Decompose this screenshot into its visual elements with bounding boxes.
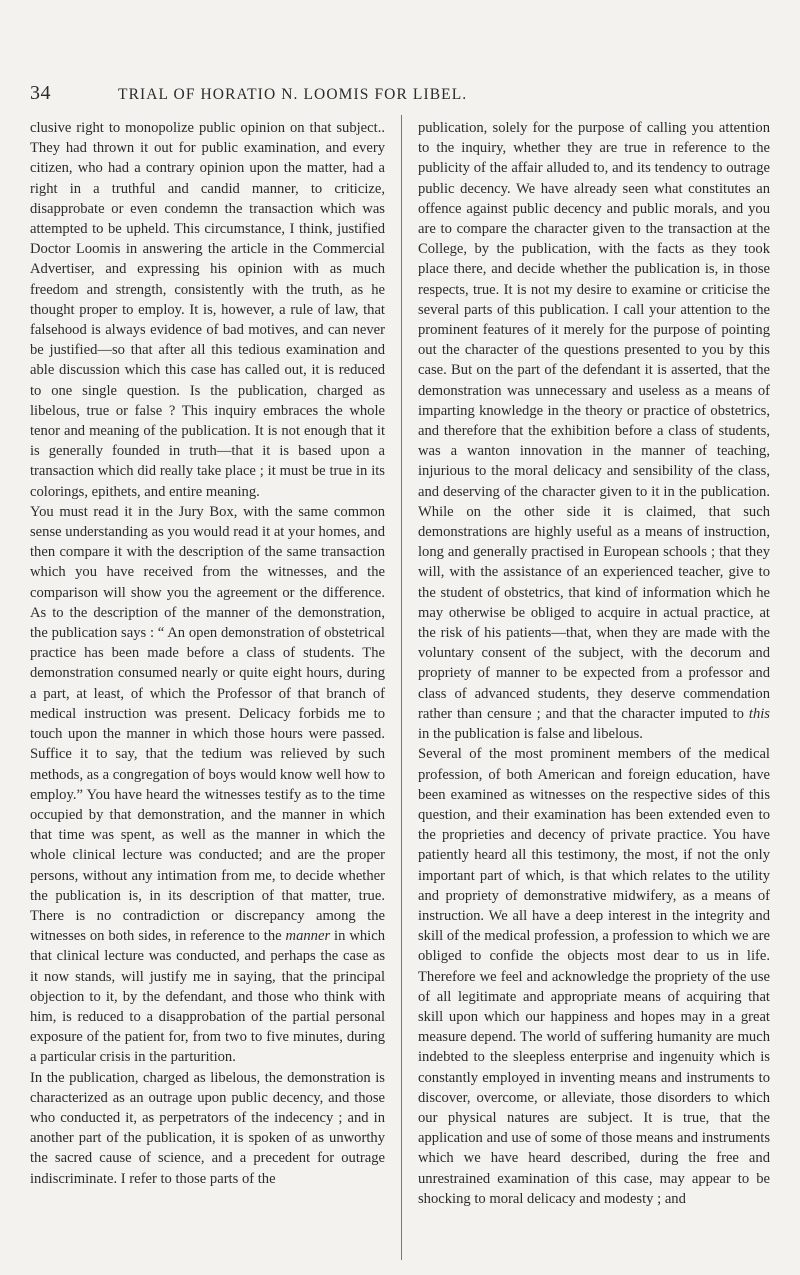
paragraph: clusive right to monopolize public opinion on that subject.. They had thrown it out for public examination, and every citizen, who had a contrary opinion upon the matter, had a right in a truthful and candid manner, to criticize, disapprobate or even condemn the transaction which was attempted to be upheld. This circumstance, I think, justified Doctor Loomis in answering the article in the Commercial Advertiser, and expressing his opinion with as much freedom and strength, consistently with the truth, as he thought proper to employ. It is, however, a rule of law, that falsehood is always evidence of bad motives, and can never be justified—so that after all this tedious examination and able discussion which this case has called out, it is reduced to one single question. Is the publication, charged as libelous, true or false ? This inquiry embraces the whole tenor and meaning of the publication. It is not enough that it is generally founded in truth—that it is based upon a transaction which did really take place ; it must be true in its colorings, epithets, and entire meaning. — [30, 120, 385, 500]
right-column — [418, 118, 770, 1209]
paragraph: You must read it in the Jury Box, with the same common sense understanding as you would read it at your homes, and then compare it with the description of the same transaction which you have received from the witnesses, and the comparison will show you the agreement or the difference. As to the description of the manner of the demonstration, the publication says : “ An open demonstration of obstetrical practice has been made before a class of students. The demonstration consumed nearly or quite eight hours, during a part, at least, of which the Professor of that branch of medical instruction was present. Delicacy forbids me to touch upon the manner in which those hours were passed. Suffice it to say, that the tedium was relieved by such methods, as a congregation of boys would know well how to employ.” You have heard the witnesses testify as to the time occupied by that demonstration, and the manner in which that time was spent, as well as the manner in which the whole clinical lecture was conducted; and are the proper persons, without any intimation from me, to decide whether the publication is, in its description of that matter, true. There is no contradiction or discrepancy among the witnesses on both sides, in reference to the manner in which that clinical lecture was conducted, and perhaps the case as it now stands, will justify me in saying, that the principal objection to it, by the defendant, and those who think with him, is reduced to a disapprobation of the partial personal exposure of the patient for, from two to five minutes, during a particular crisis in the parturition. — [30, 503, 385, 1066]
paragraph: publication, solely for the purpose of calling you attention to the inquiry, whether they are true in reference to the publicity of the affair alluded to, and its tendency to outrage public decency. We have already seen what constitutes an offence against public decency and public morals, and you are to compare the character given to the transaction at the College, by the publication, with the facts as they took place there, and decide whether the publication is, in those respects, true. It is not my desire to examine or criticise the several parts of this publication. I call your attention to the prominent features of it merely for the purpose of pointing out the character of the questions presented to you by this case. But on the part of the defendant it is asserted, that the demonstration was unnecessary and useless as a means of imparting knowledge in the theory or practice of obstetrics, and therefore that the exhibition before a class of students, was a wanton innovation in the manner of teaching, injurious to the moral delicacy and sensibility of the class, and deserving of the character given to it in the publication. While on the other side it is claimed, that such demonstrations are highly useful as a means of instruction, long and generally practised in European schools ; that they will, with the assistance of an experienced teacher, give to the student of obstetrics, that kind of information which he may otherwise be obliged to acquire in actual practice, at the risk of his patients—that, when they are made with the voluntary consent of the subject, with the decorum and propriety of manner to be expected from a professor and class of advanced students, they deserve commendation rather than censure ; and that the character imputed to this in the publication is false and libelous. — [418, 120, 770, 743]
column-divider — [401, 115, 402, 1260]
emphasis: manner — [285, 928, 331, 945]
page-number: 34 — [30, 82, 51, 104]
running-head: TRIAL OF HORATIO N. LOOMIS FOR LIBEL. — [118, 86, 468, 103]
paragraph: In the publication, charged as libelous, the demonstration is characterized as an outrage upon public decency, and those who conducted it, as perpetrators of the indecency ; and in another part of the publication, it is spoken of as unworthy the sacred cause of science, and a precedent for outrage indiscriminate. I refer to those parts of the — [30, 1069, 385, 1187]
page-header — [30, 82, 770, 106]
emphasis: this — [748, 705, 770, 722]
left-column — [30, 118, 385, 1189]
paragraph: Several of the most prominent members of the medical profession, of both American and foreign education, have been examined as witnesses on the respective sides of this question, and their examination has been extended even to the proprieties and decency of private practice. You have patiently heard all this testimony, the most, if not the only important part of which, is that which relates to the utility and propriety of demonstrative midwifery, as a means of instruction. We all have a deep interest in the integrity and skill of the medical profession, a profession to which we are obliged to confide the objects most dear to us in life. Therefore we feel and acknowledge the propriety of the use of all legitimate and appropriate means of acquiring that skill upon which our happiness and hopes may in a great measure depend. The world of suffering humanity are much indebted to the sleepless enterprise and ingenuity which is constantly employed in inventing means and instruments to discover, overcome, or alleviate, those disorders to which our physical natures are subject. It is true, that the application and use of some of those means and instruments which we have heard described, during the free and unrestrained examination of this case, may appear to be shocking to moral delicacy and modesty ; and — [418, 746, 770, 1207]
